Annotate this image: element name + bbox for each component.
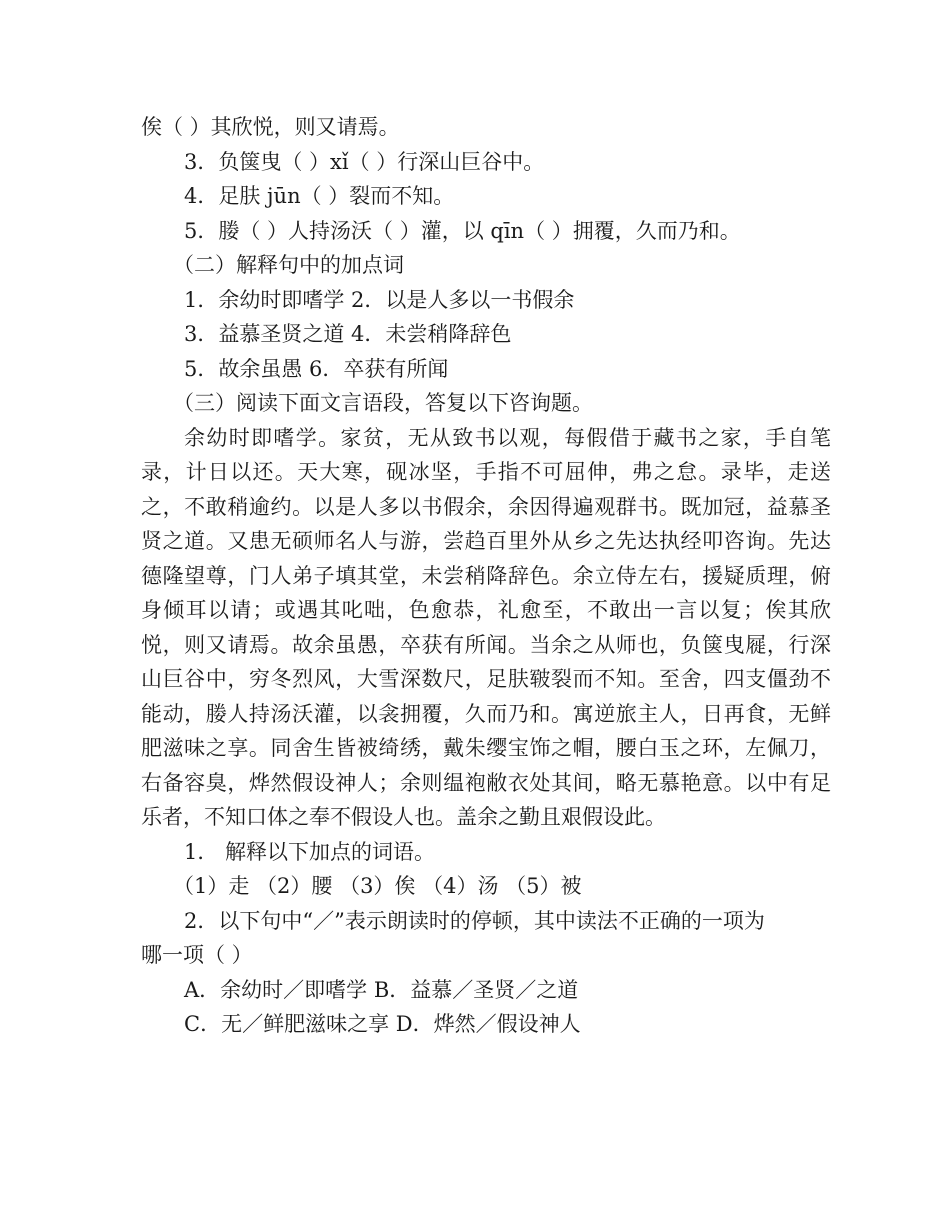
section-heading: （三）阅读下面文言语段，答复以下咨询题。 (173, 391, 593, 415)
option-a-b: A．余幼时／即嗜学 B．益慕／圣贤／之道 (184, 977, 579, 1002)
question-item: 3．益慕圣贤之道 4．未尝稍降辞色 (184, 322, 512, 346)
question-1-items: （1）走 （2）腰 （3）俟 （4）汤 （5）被 (173, 874, 582, 898)
question-item: 4．足肤 jūn（ ）裂而不知。 (184, 184, 455, 208)
classical-passage: 余幼时即嗜学。家贫，无从致书以观，每假借于藏书之家，手自笔录，计日以还。天大寒，砚冰坚，手指不可屈伸，弗之怠。录毕，走送之，不敢稍逾约。以是人多以书假余，余因得遍观群书。既加冠，益慕圣贤之道。又患无硕师名人与游，尝趋百里外从乡之先达执经叩咨询。先达德隆望尊，门人弟子填其堂，未尝稍降辞色。余立侍左右，援疑质理，俯身倾耳以请；或遇其叱咄，色愈恭，礼愈至，不敢出一言以复；俟其欣悦，则又请焉。故余虽愚，卒获有所闻。当余之从师也，负箧曳屣，行深山巨谷中，穷冬烈风，大雪深数尺，足肤皲裂而不知。至舍，四支僵劲不能动，媵人持汤沃灌，以衾拥覆，久而乃和。寓逆旅主人，日再食，无鲜肥滋味之享。同舍生皆被绮绣，戴朱缨宝饰之帽，腰白玉之环，左佩刀，右备容臭，烨然假设神人；余则缊袍敝衣处其间，略无慕艳意。以中有足乐者，不知口体之奉不假设人也。盖余之勤且艰假设此。 (141, 425, 831, 829)
question-2-continued: 哪一项（ ） (141, 943, 253, 967)
text-line: 俟（ ）其欣悦，则又请焉。 (141, 115, 400, 139)
document-body (141, 110, 831, 1042)
question-item: 1．余幼时即嗜学 2．以是人多以一书假余 (184, 287, 575, 312)
question-item: 3．负箧曳（ ）xǐ（ ）行深山巨谷中。 (184, 149, 545, 174)
question-item: 5．媵（ ）人持汤沃（ ）灌，以 qīn（ ）拥覆，久而乃和。 (184, 218, 741, 243)
section-heading: （二）解释句中的加点词 (173, 253, 404, 277)
question-2: 2．以下句中“／”表示朗读时的停顿，其中读法不正确的一项为 (184, 908, 765, 933)
question-1: 1． 解释以下加点的词语。 (184, 839, 436, 864)
option-c-d: C．无／鲜肥滋味之享 D．烨然／假设神人 (184, 1012, 581, 1036)
question-item: 5．故余虽愚 6．卒获有所闻 (184, 356, 449, 381)
